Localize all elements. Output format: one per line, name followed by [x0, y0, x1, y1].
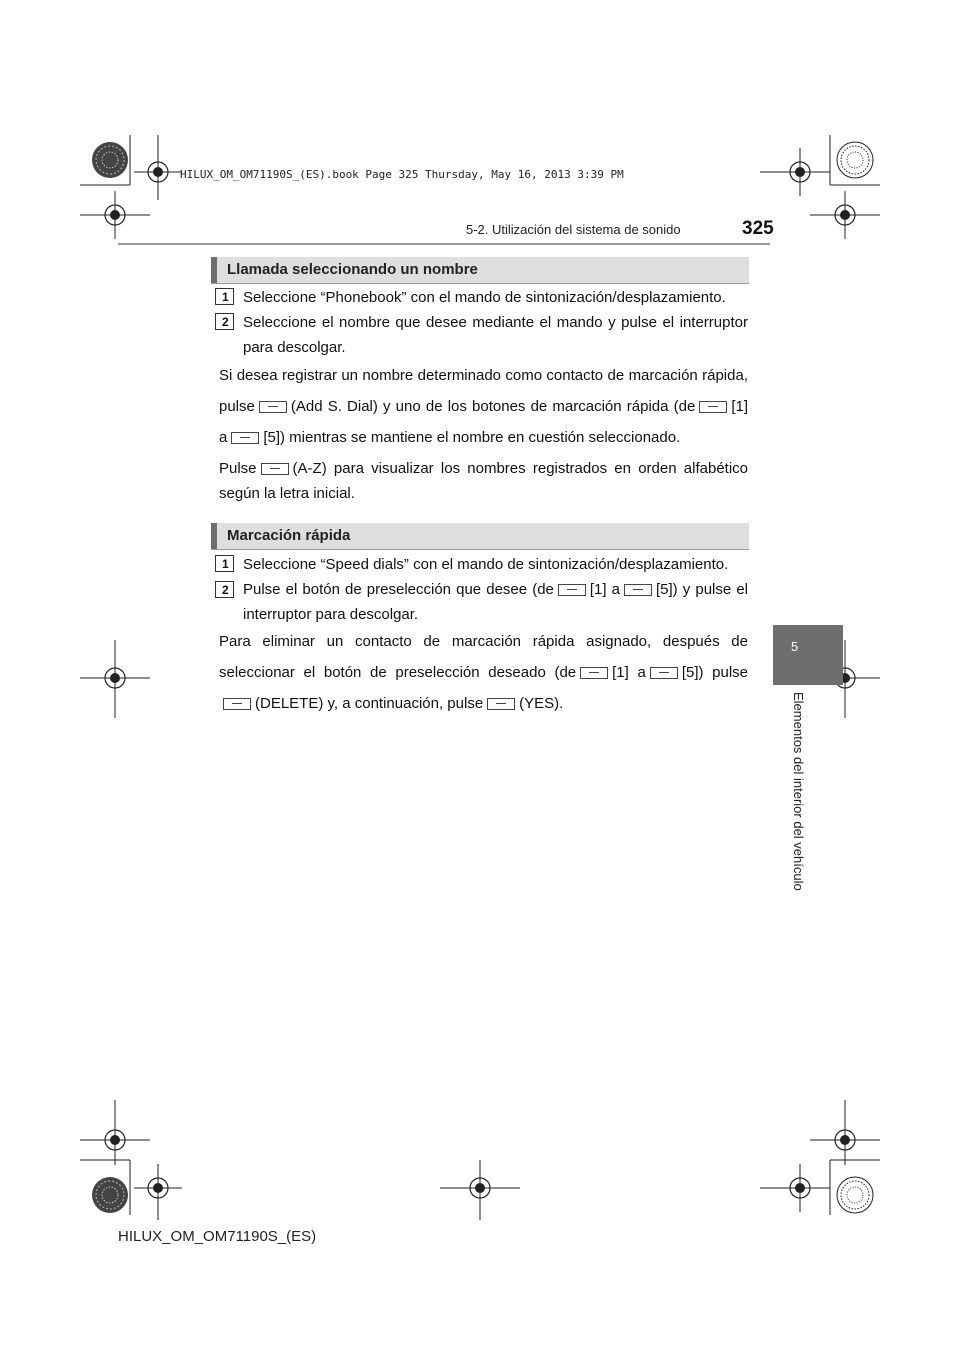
button-icon: [699, 401, 727, 413]
chapter-tab: [773, 625, 843, 685]
note-text: Pulse: [219, 460, 257, 477]
section-rule: [211, 549, 749, 550]
button-icon: [580, 667, 608, 679]
note-text: [1] a: [612, 664, 646, 681]
step-number: 1: [215, 555, 234, 572]
step-text-part: Pulse el botón de preselección que desee (de: [243, 581, 554, 598]
step-text: Seleccione el nombre que desee mediante el mando y pulse el interruptor para descolgar.: [243, 314, 748, 356]
note-paragraph: [219, 456, 748, 506]
note-text: (DELETE) y, a continuación, pulse: [255, 695, 484, 712]
note-text: [5]) pulse: [681, 664, 748, 681]
step-text: Seleccione “Speed dials” con el mando de sintonización/desplazamiento.: [243, 556, 729, 573]
note-text: (Add S. Dial) y uno de los botones de marcación rápida (de: [290, 398, 696, 415]
button-icon: [259, 401, 287, 413]
note-text: (YES).: [519, 695, 564, 712]
button-icon: [487, 698, 515, 710]
footer-code: HILUX_OM_OM71190S_(ES): [118, 1228, 317, 1245]
running-head: 5-2. Utilización del sistema de sonido: [466, 222, 681, 237]
note-text: [1] a: [219, 398, 748, 446]
section-title: Llamada seleccionando un nombre: [227, 261, 478, 278]
note-paragraph: [219, 626, 748, 719]
button-icon: [231, 432, 259, 444]
step-number: 1: [215, 288, 234, 305]
note-text: Para eliminar un contacto de marcación rápida asignado, después de seleccionar el botón de preselección deseado (de: [219, 633, 748, 681]
header-rule: [118, 243, 770, 245]
note-text: (A-Z) para visualizar los nombres registrados en orden alfabético según la letra inicial.: [219, 460, 748, 502]
step-number: 2: [215, 581, 234, 598]
button-icon: [624, 584, 652, 596]
step-text-part: [1] a: [589, 581, 620, 598]
button-icon: [223, 698, 251, 710]
chapter-title: Elementos del interior del vehículo: [791, 692, 806, 891]
step-text-part: [5]) y pulse el interruptor para descolgar.: [243, 581, 748, 623]
note-text: [5]) mientras se mantiene el nombre en cuestión seleccionado.: [263, 429, 681, 446]
print-info-line: HILUX_OM_OM71190S_(ES).book Page 325 Thursday, May 16, 2013 3:39 PM: [180, 168, 624, 181]
section-rule: [211, 283, 749, 284]
step-text: [243, 577, 748, 627]
section-heading: [211, 523, 749, 549]
button-icon: [261, 463, 289, 475]
chapter-number: 5: [791, 639, 799, 654]
section-title: Marcación rápida: [227, 527, 351, 544]
button-icon: [650, 667, 678, 679]
button-icon: [558, 584, 586, 596]
note-paragraph: [219, 360, 748, 453]
page-number: 325: [742, 218, 774, 239]
section-heading: [211, 257, 749, 283]
step-number: 2: [215, 313, 234, 330]
step-text: Seleccione “Phonebook” con el mando de sintonización/desplazamiento.: [243, 289, 726, 306]
note-text: Si desea registrar un nombre determinado como contacto de marcación rápida, pulse: [219, 367, 748, 415]
